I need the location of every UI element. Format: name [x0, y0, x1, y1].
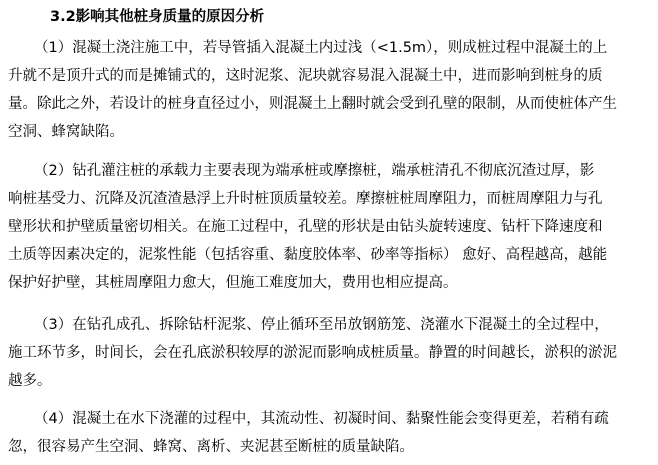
document-page [6, 0, 654, 465]
paragraph-1-line-4: 空洞、蜂窝缺陷。 [8, 124, 124, 140]
paragraph-1-line-3: 量。除此之外，若设计的桩身直径过小，则混凝土上翻时就会受到孔壁的限制，从而使桩体产生 [8, 96, 617, 112]
paragraph-3-line-3: 越多。 [8, 373, 52, 389]
paragraph-4-line-1: （4）混凝土在水下浇灌的过程中，其流动性、初凝时间、黏聚性能会变得更差，若稍有疏 [34, 411, 609, 427]
paragraph-2-line-1: （2）钻孔灌注桩的承载力主要表现为端承桩或摩擦桩，端承桩清孔不彻底沉渣过厚，影 [34, 163, 595, 179]
paragraph-2-line-2: 响桩基受力、沉降及沉渣渣悬浮上升时桩顶质量较差。摩擦桩桩周摩阻力，而桩周摩阻力与孔 [8, 191, 603, 207]
paragraph-4-line-2: 忽，很容易产生空洞、蜂窝、离析、夹泥甚至断桩的质量缺陷。 [8, 439, 414, 455]
section-heading: 3.2影响其他桩身质量的原因分析 [50, 9, 265, 25]
paragraph-2-line-3: 壁形状和护壁质量密切相关。在施工过程中，孔壁的形状是由钻头旋转速度、钻杆下降速度和 [8, 219, 603, 235]
paragraph-2-line-5: 保护好护壁，其桩周摩阻力愈大，但施工难度加大，费用也相应提高。 [8, 275, 458, 291]
paragraph-1-line-1: （1）混凝土浇注施工中，若导管插入混凝土内过浅（<1.5m），则成桩过程中混凝土的上 [34, 40, 608, 56]
paragraph-3-line-1: （3）在钻孔成孔、拆除钻杆泥浆、停止循环至吊放钢筋笼、浇灌水下混凝土的全过程中， [34, 317, 609, 333]
paragraph-2-line-4: 土质等因素决定的，泥浆性能（包括容重、黏度胶体率、砂率等指标） 愈好、高程越高，越能 [8, 247, 608, 263]
paragraph-1-line-2: 升就不是顶升式的而是摊铺式的，这时泥浆、泥块就容易混入混凝土中，进而影响到桩身的质 [8, 68, 603, 84]
paragraph-3-line-2: 施工环节多，时间长，会在孔底淤积较厚的淤泥而影响成桩质量。静置的时间越长，淤积的淤泥 [8, 345, 617, 361]
